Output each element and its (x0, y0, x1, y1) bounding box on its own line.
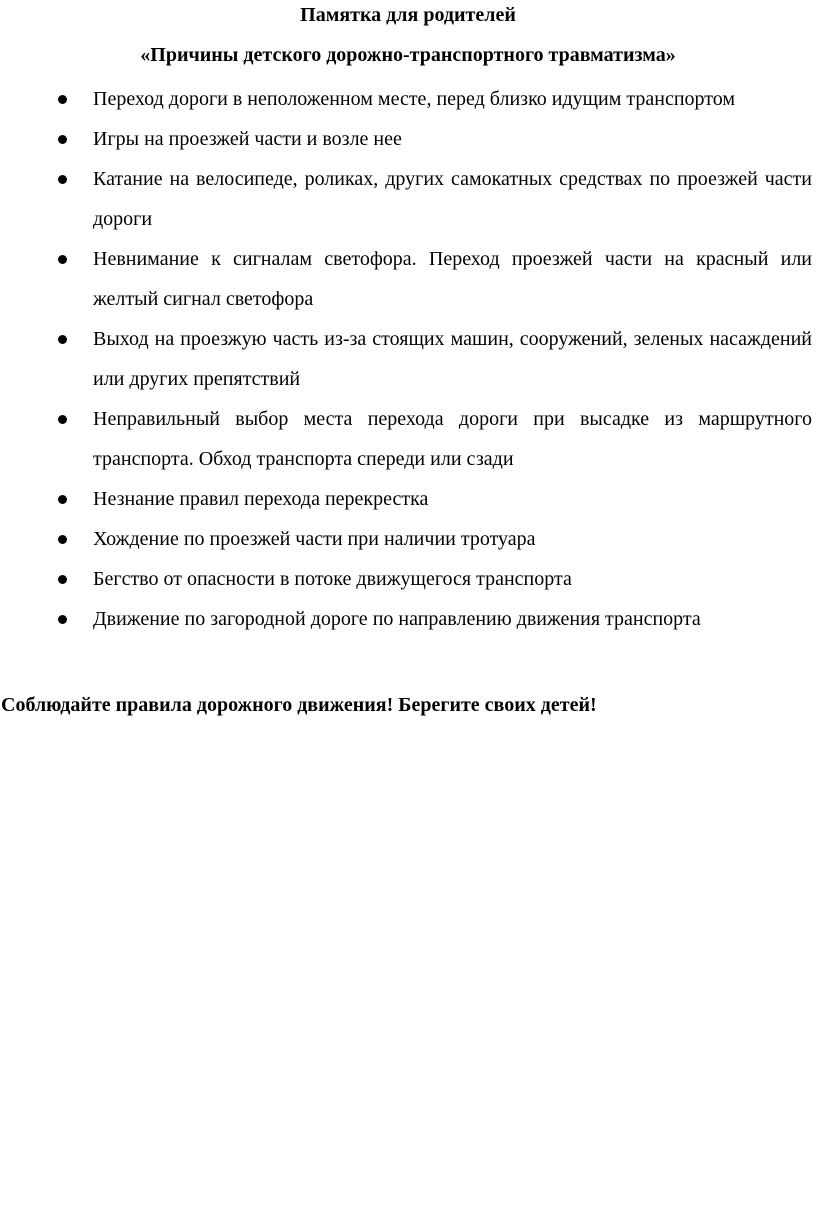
causes-list (0, 79, 816, 639)
list-item (0, 519, 816, 559)
document-title: Памятка для родителей (300, 4, 516, 26)
list-item (0, 599, 816, 639)
list-item (0, 479, 816, 519)
list-item (0, 559, 816, 599)
list-item-text: Движение по загородной дороге по направлению движения транспорта (93, 608, 701, 630)
list-item-text: Невнимание к сигналам светофора. Переход проезжей части на красный или желтый сигнал светофора (93, 248, 812, 310)
bullet-icon (58, 415, 67, 424)
bullet-icon (58, 615, 67, 624)
bullet-icon (58, 95, 67, 104)
list-item (0, 119, 816, 159)
list-item (0, 319, 816, 399)
bullet-icon (58, 575, 67, 584)
bullet-icon (58, 175, 67, 184)
list-item (0, 159, 816, 239)
bullet-icon (58, 335, 67, 344)
list-item-text: Катание на велосипеде, роликах, других самокатных средствах по проезжей части дороги (93, 168, 812, 230)
list-item-text: Незнание правил перехода перекрестка (93, 488, 429, 510)
list-item-text: Игры на проезжей части и возле нее (93, 128, 402, 150)
closing-appeal: Соблюдайте правила дорожного движения! Берегите своих детей! (1, 694, 597, 716)
list-item (0, 239, 816, 319)
list-item-text: Выход на проезжую часть из-за стоящих машин, сооружений, зеленых насаждений или других препятствий (93, 328, 812, 390)
list-item-text: Хождение по проезжей части при наличии тротуара (93, 528, 536, 550)
list-item (0, 79, 816, 119)
document-subtitle: «Причины детского дорожно-транспортного травматизма» (140, 44, 676, 66)
list-item-text: Бегство от опасности в потоке движущегося транспорта (93, 568, 572, 590)
bullet-icon (58, 255, 67, 264)
list-item-text: Переход дороги в неположенном месте, перед близко идущим транспортом (93, 88, 736, 110)
bullet-icon (58, 135, 67, 144)
list-item-text: Неправильный выбор места перехода дороги при высадке из маршрутного транспорта. Обход транспорта спереди или сзади (93, 408, 812, 470)
bullet-icon (58, 495, 67, 504)
bullet-icon (58, 535, 67, 544)
list-item (0, 399, 816, 479)
